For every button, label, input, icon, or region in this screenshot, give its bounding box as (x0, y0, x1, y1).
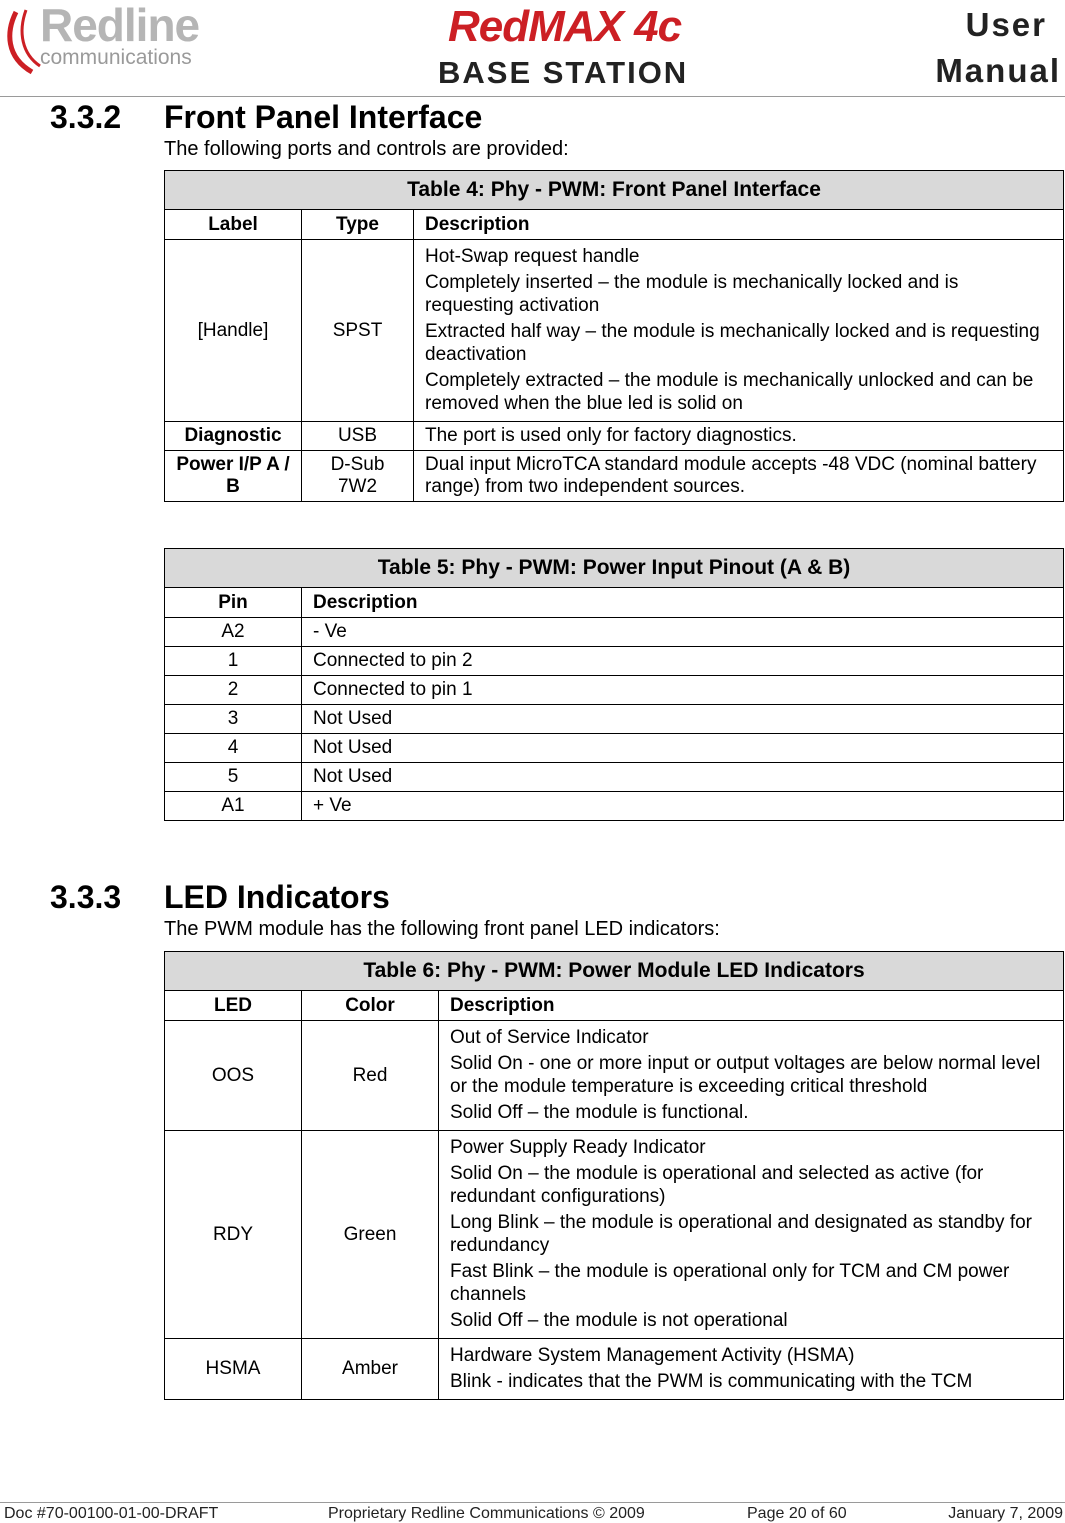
company-sub: communications (40, 46, 192, 69)
col-header: Label (165, 210, 302, 240)
desc-line: Extracted half way – the module is mechanically locked and is requesting deactivation (425, 321, 1040, 365)
table-row (165, 705, 1064, 734)
cell-type: USB (302, 422, 414, 451)
table-row (165, 676, 1064, 705)
section-title: LED Indicators (164, 879, 390, 915)
cell-description: Not Used (302, 705, 1064, 734)
footer-divider (0, 1502, 1065, 1503)
doc-type-line1: User (965, 6, 1047, 43)
col-header: Description (439, 991, 1064, 1021)
cell-color: Amber (302, 1339, 439, 1400)
table-power-pinout (164, 548, 1064, 821)
header-divider (0, 96, 1065, 97)
cell-label: Power I/P A / B (165, 451, 302, 502)
cell-description: The port is used only for factory diagnostics. (414, 422, 1064, 451)
cell-description: Not Used (302, 734, 1064, 763)
cell-color: Red (302, 1021, 439, 1131)
section-heading-333 (50, 879, 390, 916)
cell-description: Connected to pin 1 (302, 676, 1064, 705)
footer-page: Page 20 of 60 (747, 1505, 847, 1522)
table-row (165, 618, 1064, 647)
cell-description (439, 1131, 1064, 1339)
desc-line: Completely extracted – the module is mechanically unlocked and can be removed when the blue led is solid on (425, 370, 1034, 414)
desc-line: Solid On – the module is operational and selected as active (for redundant configurations) (450, 1163, 984, 1207)
col-header: Description (302, 588, 1064, 618)
table-row (165, 1131, 1064, 1339)
desc-line: Completely inserted – the module is mechanically locked and is requesting activation (425, 272, 959, 316)
cell-description (439, 1339, 1064, 1400)
cell-description (439, 1021, 1064, 1131)
desc-line: Hardware System Management Activity (HSMA) (450, 1345, 855, 1366)
cell-description (414, 240, 1064, 422)
desc-line: Power Supply Ready Indicator (450, 1137, 706, 1158)
cell-color: Green (302, 1131, 439, 1339)
cell-label: [Handle] (165, 240, 302, 422)
cell-pin: A1 (165, 792, 302, 821)
desc-line: Long Blink – the module is operational and designated as standby for redundancy (450, 1212, 1033, 1256)
section-intro: The following ports and controls are provided: (164, 138, 569, 160)
redline-logo (2, 2, 212, 76)
table-caption: Table 4: Phy - PWM: Front Panel Interface (165, 171, 1064, 210)
cell-led: HSMA (165, 1339, 302, 1400)
desc-line: Out of Service Indicator (450, 1027, 649, 1048)
table-row (165, 647, 1064, 676)
table-caption: Table 6: Phy - PWM: Power Module LED Indicators (165, 952, 1064, 991)
desc-line: Solid Off – the module is not operational (450, 1310, 788, 1331)
table-row (165, 1339, 1064, 1400)
col-header: Color (302, 991, 439, 1021)
header-subtitle: BASE STATION (438, 55, 689, 90)
col-header: Type (302, 210, 414, 240)
col-header: Description (414, 210, 1064, 240)
cell-pin: 5 (165, 763, 302, 792)
cell-type: D-Sub 7W2 (302, 451, 414, 502)
product-logo: RedMAX 4c (448, 2, 682, 51)
cell-pin: 3 (165, 705, 302, 734)
desc-line: Solid On - one or more input or output voltages are below normal level or the module temperature is exceeding critical threshold (450, 1053, 1041, 1097)
table-caption: Table 5: Phy - PWM: Power Input Pinout (A & B) (165, 549, 1064, 588)
col-header: LED (165, 991, 302, 1021)
table-row (165, 422, 1064, 451)
cell-description: Dual input MicroTCA standard module accepts -48 VDC (nominal battery range) from two independent sources. (414, 451, 1064, 502)
cell-description: + Ve (302, 792, 1064, 821)
company-name: Redline (40, 0, 200, 51)
cell-led: RDY (165, 1131, 302, 1339)
table-row (165, 451, 1064, 502)
table-row (165, 734, 1064, 763)
doc-type-line2: Manual (935, 52, 1061, 89)
desc-line: Blink - indicates that the PWM is communicating with the TCM (450, 1371, 973, 1392)
section-number: 3.3.2 (50, 99, 122, 135)
section-title: Front Panel Interface (164, 99, 483, 135)
desc-line: Fast Blink – the module is operational only for TCM and CM power channels (450, 1261, 1010, 1305)
footer-doc-number: Doc #70-00100-01-00-DRAFT (4, 1505, 219, 1522)
desc-line: Solid Off – the module is functional. (450, 1102, 749, 1123)
table-led-indicators (164, 951, 1064, 1400)
table-row (165, 763, 1064, 792)
cell-description: Not Used (302, 763, 1064, 792)
cell-pin: 1 (165, 647, 302, 676)
section-intro: The PWM module has the following front panel LED indicators: (164, 918, 720, 940)
cell-pin: A2 (165, 618, 302, 647)
cell-description: Connected to pin 2 (302, 647, 1064, 676)
cell-label: Diagnostic (165, 422, 302, 451)
table-row (165, 1021, 1064, 1131)
footer-copyright: Proprietary Redline Communications © 2009 (328, 1505, 645, 1522)
footer-date: January 7, 2009 (948, 1505, 1063, 1522)
col-header: Pin (165, 588, 302, 618)
cell-description: - Ve (302, 618, 1064, 647)
section-heading-332 (50, 99, 482, 136)
section-number: 3.3.3 (50, 879, 122, 915)
cell-pin: 4 (165, 734, 302, 763)
table-row (165, 792, 1064, 821)
table-row (165, 240, 1064, 422)
table-front-panel (164, 170, 1064, 502)
cell-led: OOS (165, 1021, 302, 1131)
desc-line: Hot-Swap request handle (425, 246, 640, 267)
cell-type: SPST (302, 240, 414, 422)
cell-pin: 2 (165, 676, 302, 705)
